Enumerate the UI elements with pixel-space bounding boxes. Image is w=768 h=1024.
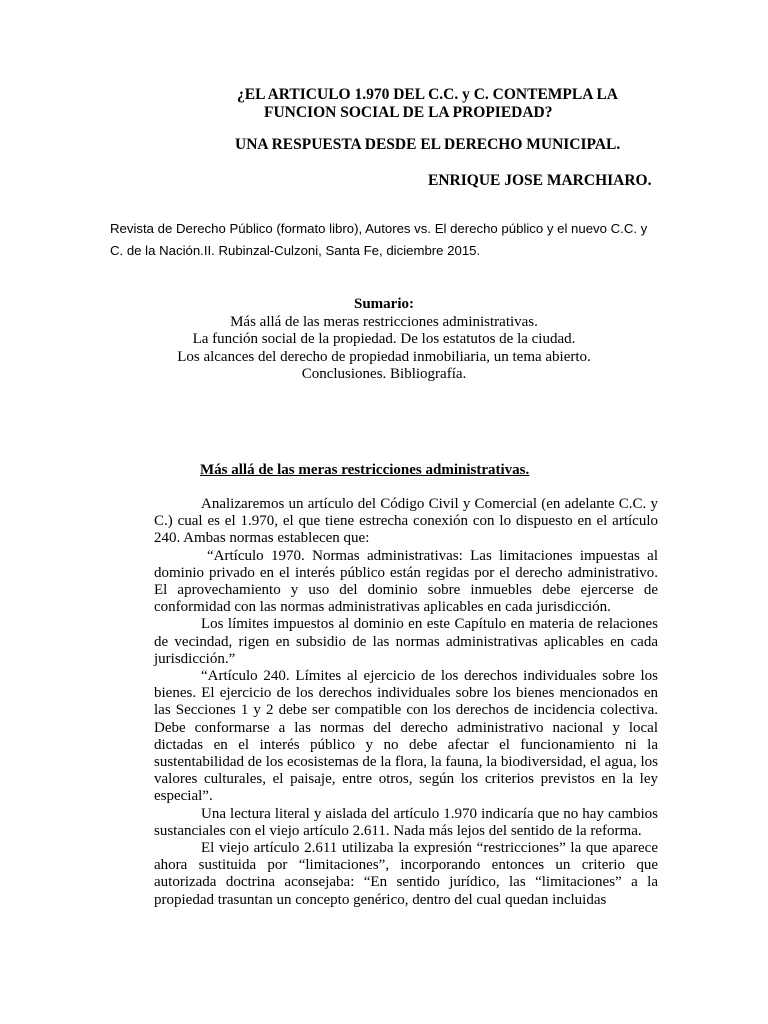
paragraph: Una lectura literal y aislada del artículo 1.970 indicaría que no hay cambios sustanciales con el viejo artículo 2.611. Nada más lejos del sentido de la reforma. bbox=[154, 805, 658, 839]
paragraph: El viejo artículo 2.611 utilizaba la expresión “restricciones” la que aparece ahora sustituida por “limitaciones”, incorporando entonces un criterio que autorizada doctrina aconsejaba: “En sentido jurídico, las “limitaciones” a la propiedad trasuntan un concepto genérico, dentro del cual quedan incluidas bbox=[154, 840, 658, 908]
section-heading: Más allá de las meras restricciones administrativas. bbox=[200, 462, 530, 478]
paragraph: Analizaremos un artículo del Código Civil y Comercial (en adelante C.C. y C.) cual es el 1.970, el que tiene estrecha conexión con lo dispuesto en el artículo 240. Ambas normas establecen que: bbox=[154, 496, 658, 547]
summary-item: La función social de la propiedad. De los estatutos de la ciudad. bbox=[192, 331, 576, 347]
document-subtitle: UNA RESPUESTA DESDE EL DERECHO MUNICIPAL. bbox=[235, 136, 621, 153]
title-line-2: FUNCION SOCIAL DE LA PROPIEDAD? bbox=[264, 104, 553, 121]
paragraph: Los límites impuestos al dominio en este Capítulo en materia de relaciones de vecindad, rigen en subsidio de las normas administrativas aplicables en cada jurisdicción.” bbox=[154, 616, 658, 667]
title-line-1: ¿EL ARTICULO 1.970 DEL C.C. y C. CONTEMPLA LA bbox=[237, 86, 618, 103]
summary-item: Conclusiones. Bibliografía. bbox=[301, 366, 467, 382]
paragraph: “Artículo 1970. Normas administrativas: Las limitaciones impuestas al dominio privado en el interés público están regidas por el derecho administrativo. El aprovechamiento y uso del dominio sobre inmuebles debe ejercerse de conformidad con las normas administrativas aplicables en cada jurisdicción. bbox=[154, 547, 658, 616]
summary-item: Los alcances del derecho de propiedad inmobiliaria, un tema abierto. bbox=[177, 348, 591, 365]
body-text bbox=[154, 496, 658, 909]
summary-block bbox=[100, 296, 668, 384]
author-name: ENRIQUE JOSE MARCHIARO. bbox=[428, 172, 652, 189]
paragraph: “Artículo 240. Límites al ejercicio de los derechos individuales sobre los bienes. El ejercicio de los derechos individuales sobre los bienes mencionados en las Secciones 1 y 2 debe ser compatible con los derechos de incidencia colectiva. Debe conformarse a las normas del derecho administrativo nacional y local dictadas en el interés público y no debe afectar el funcionamiento ni la sustentabilidad de los ecosistemas de la flora, la fauna, la biodiversidad, el agua, los valores culturales, el paisaje, entre otros, según los criterios previstos en la ley especial”. bbox=[154, 668, 658, 805]
source-citation: Revista de Derecho Público (formato libro), Autores vs. El derecho público y el nuevo C.C. y C. de la Nación.II. Rubinzal-Culzoni, Santa Fe, diciembre 2015. bbox=[110, 221, 648, 258]
summary-title: Sumario: bbox=[354, 296, 414, 312]
summary-item: Más allá de las meras restricciones administrativas. bbox=[230, 313, 538, 330]
